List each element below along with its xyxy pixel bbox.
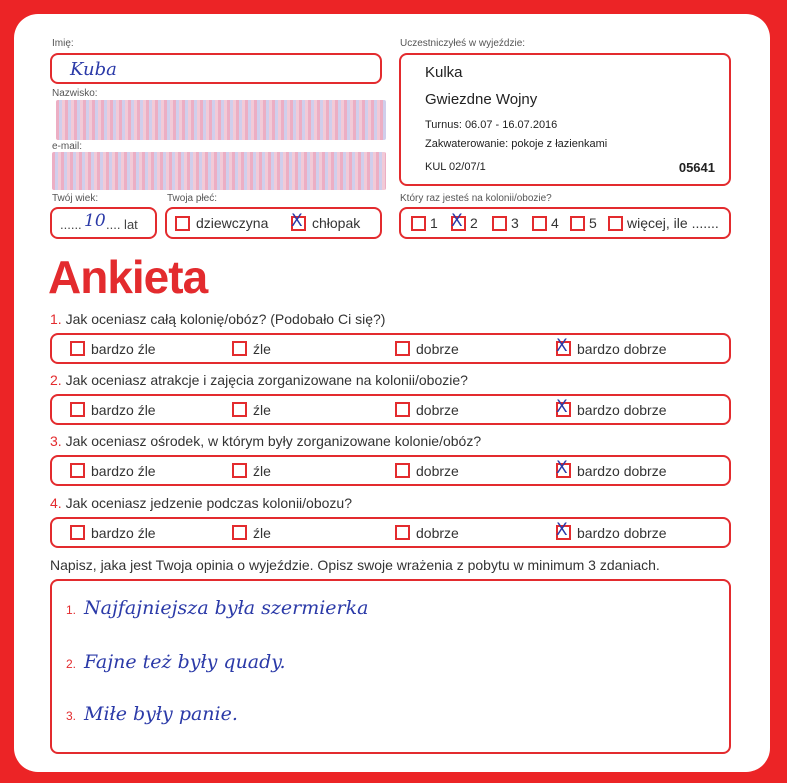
gender-field [165, 207, 382, 239]
opinion-line-2 [66, 651, 286, 673]
rating-option-label: bardzo źle [91, 462, 156, 479]
age-suffix: .... lat [106, 217, 138, 232]
gender-option-female[interactable] [175, 215, 268, 231]
checkbox[interactable] [395, 341, 410, 356]
opinion-line-3 [66, 703, 238, 725]
question-3-label [50, 433, 481, 449]
opinion-line-num: 1. [66, 603, 77, 617]
rating-option[interactable] [232, 396, 271, 423]
trip-line1: Kulka [425, 64, 463, 81]
rating-option[interactable] [395, 457, 459, 484]
trip-code: KUL 02/07/1 [425, 161, 486, 173]
rating-option-label: dobrze [416, 340, 459, 357]
question-3-options [50, 455, 731, 486]
rating-option-label: bardzo dobrze [577, 462, 667, 479]
opinion-line-num: 2. [66, 657, 77, 671]
checkbox[interactable] [395, 402, 410, 417]
checkbox[interactable] [556, 397, 571, 417]
times-option-label: 5 [589, 215, 597, 231]
participant-label: Uczestniczyłeś w wyjeździe: [400, 38, 526, 49]
trip-accommodation: Zakwaterowanie: pokoje z łazienkami [425, 138, 608, 150]
times-option-label: 4 [551, 215, 559, 231]
checkbox[interactable] [411, 216, 426, 231]
question-4-options [50, 517, 731, 548]
rating-option[interactable] [70, 457, 156, 484]
rating-option-label: źle [253, 462, 271, 479]
trip-line2: Gwiezdne Wojny [425, 91, 538, 108]
rating-option-label: źle [253, 401, 271, 418]
rating-option[interactable] [556, 396, 667, 423]
times-option-label: 2 [470, 215, 478, 231]
question-number: 4. [50, 495, 62, 511]
rating-option[interactable] [556, 519, 667, 546]
opinion-line-text: Najfajniejsza była szermierka [84, 597, 369, 619]
age-value: 10 [84, 211, 106, 231]
check-x-icon: X [556, 336, 568, 356]
check-x-icon: X [556, 520, 568, 540]
question-text: Jak oceniasz atrakcje i zajęcia zorganizowane na kolonii/obozie? [65, 372, 468, 388]
name-value: Kuba [70, 59, 117, 80]
check-x-icon: X [556, 397, 568, 417]
rating-option[interactable] [395, 396, 459, 423]
times-option-1[interactable] [411, 215, 438, 231]
rating-option-label: bardzo źle [91, 524, 156, 541]
times-option-more[interactable] [608, 215, 719, 231]
rating-option-label: bardzo dobrze [577, 401, 667, 418]
question-2-label [50, 372, 468, 388]
trip-number: 05641 [678, 160, 715, 175]
rating-option-label: dobrze [416, 462, 459, 479]
times-field [399, 207, 731, 239]
rating-option-label: bardzo źle [91, 340, 156, 357]
age-prefix: ...... [60, 217, 82, 232]
checkbox[interactable] [395, 525, 410, 540]
trip-turnus: Turnus: 06.07 - 16.07.2016 [425, 119, 558, 131]
surname-label: Nazwisko: [52, 88, 98, 99]
opinion-line-1 [66, 597, 368, 619]
times-option-4[interactable] [532, 215, 559, 231]
checkbox[interactable] [492, 216, 507, 231]
rating-option[interactable] [395, 335, 459, 362]
surname-redacted [56, 100, 386, 140]
rating-option[interactable] [70, 519, 156, 546]
email-label: e-mail: [52, 141, 83, 152]
checkbox[interactable] [556, 520, 571, 540]
rating-option[interactable] [232, 457, 271, 484]
question-text: Jak oceniasz jedzenie podczas kolonii/obozu? [65, 495, 352, 511]
times-option-2[interactable] [451, 210, 478, 231]
checkbox[interactable] [451, 210, 466, 231]
name-label: Imię: [52, 38, 74, 49]
gender-option-label: dziewczyna [196, 215, 269, 231]
checkbox[interactable] [532, 216, 547, 231]
rating-option-label: źle [253, 524, 271, 541]
checkbox[interactable] [70, 402, 85, 417]
checkbox[interactable] [232, 402, 247, 417]
gender-option-label: chłopak [312, 215, 361, 231]
opinion-prompt: Napisz, jaka jest Twoja opinia o wyjeździe. Opisz swoje wrażenia z pobytu w minimum 3 zdaniach. [50, 557, 660, 573]
rating-option[interactable] [556, 335, 667, 362]
times-option-5[interactable] [570, 215, 597, 231]
question-text: Jak oceniasz ośrodek, w którym były zorganizowane kolonie/obóz? [65, 433, 482, 449]
email-redacted [52, 152, 386, 190]
times-option-3[interactable] [492, 215, 519, 231]
opinion-line-text: Miłe były panie. [84, 703, 238, 725]
question-4-label [50, 495, 352, 511]
check-x-icon: X [451, 210, 463, 231]
checkbox[interactable] [175, 216, 190, 231]
checkbox[interactable] [556, 458, 571, 478]
checkbox[interactable] [232, 525, 247, 540]
question-2-options [50, 394, 731, 425]
rating-option-label: bardzo dobrze [577, 524, 667, 541]
checkbox[interactable] [70, 525, 85, 540]
opinion-line-num: 3. [66, 709, 77, 723]
times-option-label: 3 [511, 215, 519, 231]
name-field[interactable] [50, 53, 382, 84]
opinion-field[interactable] [50, 579, 731, 754]
question-number: 3. [50, 433, 62, 449]
rating-option-label: bardzo źle [91, 401, 156, 418]
times-option-label: więcej, ile ....... [627, 215, 719, 231]
opinion-line-text: Fajne też były quady. [84, 651, 286, 673]
check-x-icon: X [556, 458, 568, 478]
age-label: Twój wiek: [52, 193, 99, 204]
checkbox[interactable] [70, 341, 85, 356]
checkbox[interactable] [570, 216, 585, 231]
rating-option[interactable] [556, 457, 667, 484]
gender-label: Twoja płeć: [167, 193, 218, 204]
checkbox[interactable] [395, 463, 410, 478]
checkbox[interactable] [232, 341, 247, 356]
checkbox[interactable] [70, 463, 85, 478]
checkbox[interactable] [291, 210, 306, 231]
question-text: Jak oceniasz całą kolonię/obóz? (Podobało Ci się?) [65, 311, 386, 327]
age-field[interactable] [50, 207, 157, 239]
gender-option-male[interactable] [291, 210, 361, 231]
question-number: 2. [50, 372, 62, 388]
check-x-icon: X [291, 210, 303, 231]
checkbox[interactable] [556, 336, 571, 356]
rating-option[interactable] [232, 335, 271, 362]
rating-option-label: bardzo dobrze [577, 340, 667, 357]
rating-option[interactable] [232, 519, 271, 546]
page-title: Ankieta [48, 251, 208, 303]
rating-option-label: dobrze [416, 401, 459, 418]
rating-option[interactable] [70, 335, 156, 362]
times-label: Który raz jesteś na kolonii/obozie? [400, 193, 552, 204]
checkbox[interactable] [232, 463, 247, 478]
trip-info-box [399, 53, 731, 186]
checkbox[interactable] [608, 216, 623, 231]
rating-option-label: źle [253, 340, 271, 357]
question-1-label [50, 311, 385, 327]
question-number: 1. [50, 311, 62, 327]
rating-option[interactable] [395, 519, 459, 546]
rating-option[interactable] [70, 396, 156, 423]
times-option-label: 1 [430, 215, 438, 231]
rating-option-label: dobrze [416, 524, 459, 541]
question-1-options [50, 333, 731, 364]
